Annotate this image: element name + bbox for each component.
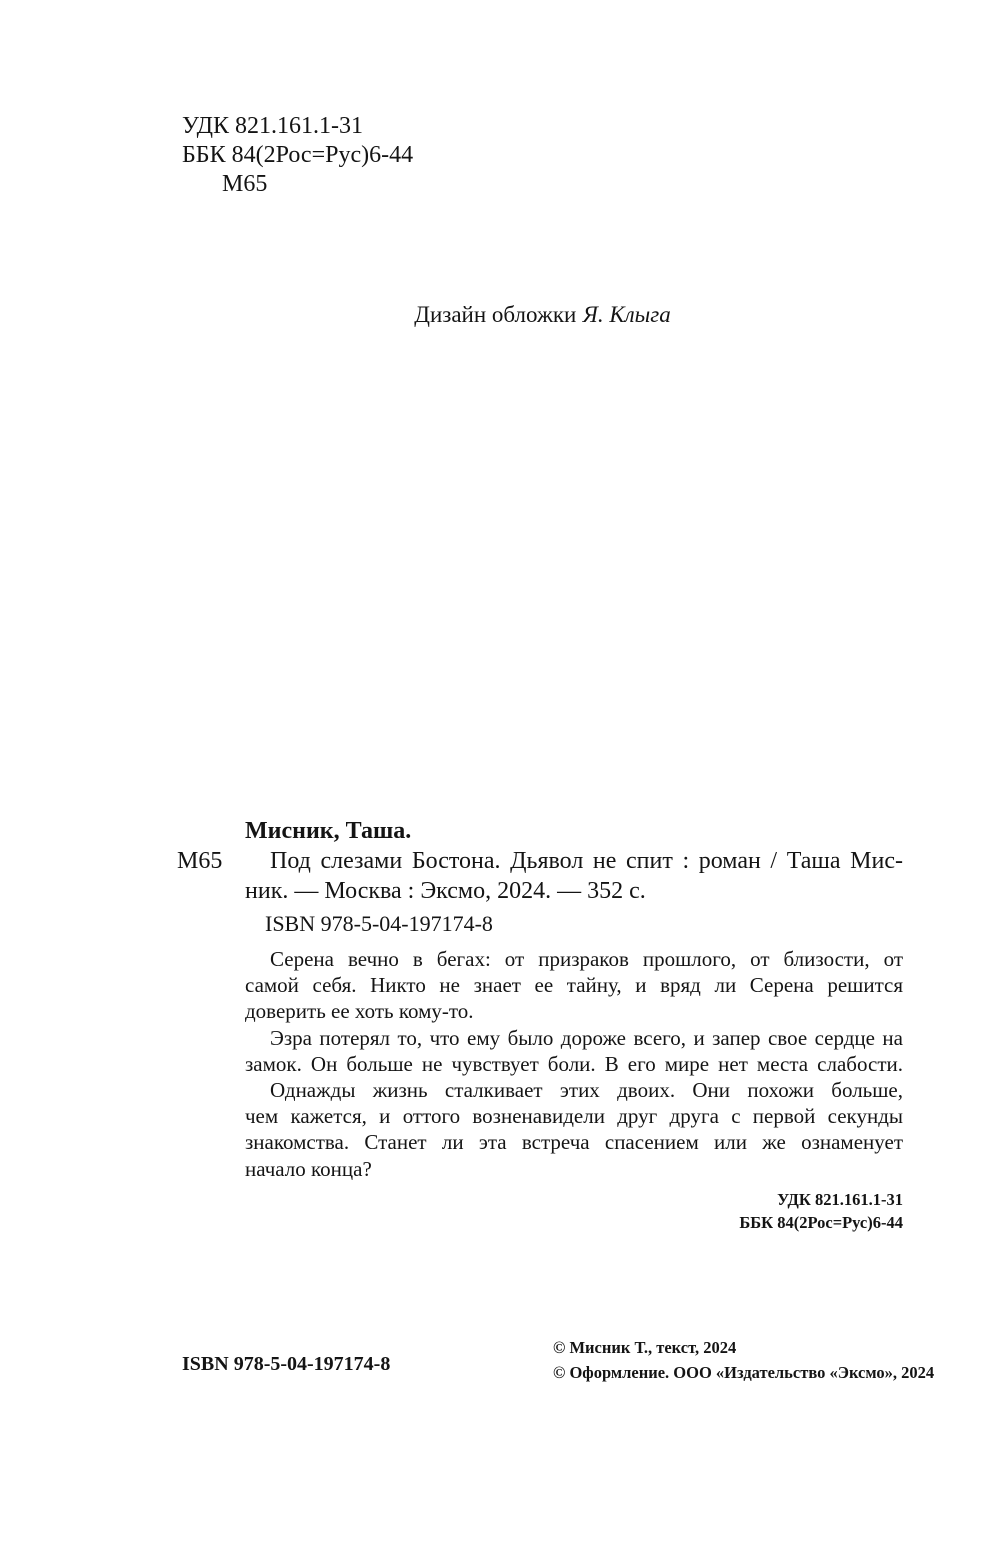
udk-code-card: УДК 821.161.1-31 [777, 1190, 903, 1209]
annotation-line: начало конца? [245, 1156, 372, 1181]
card-author-sign: М65 [177, 848, 223, 874]
annotation-line: самой себя. Никто не знает ее тайну, и вряд ли Серена решится [245, 973, 903, 998]
author-sign: М65 [222, 171, 268, 197]
cover-design-label: Дизайн обложки [414, 302, 577, 327]
card-isbn: ISBN 978-5-04-197174-8 [265, 911, 493, 936]
cover-designer-name: Я. Клыга [582, 302, 671, 327]
annotation-line: Серена вечно в бегах: от призраков прошлого, от близости, от [270, 947, 903, 971]
annotation-line: доверить ее хоть кому-то. [245, 999, 474, 1024]
udk-code: УДК 821.161.1-31 [182, 113, 363, 139]
annotation-line: замок. Он больше не чувствует боли. В его мире нет места слабости. [245, 1051, 903, 1076]
card-author-header: Мисник, Таша. [245, 818, 412, 844]
bibliographic-entry [177, 846, 903, 906]
annotation-line: Однажды жизнь сталкивает этих двоих. Они похожи больше, [270, 1078, 903, 1103]
bbk-code: ББК 84(2Рос=Рус)6-44 [182, 142, 414, 168]
copyright-author-line: © Мисник Т., текст, 2024 [553, 1338, 737, 1357]
copyright-publisher-line: © Оформление. ООО «Издательство «Эксмо», 2024 [553, 1363, 935, 1382]
bib-line: ник. — Москва : Эксмо, 2024. — 352 с. [245, 878, 646, 904]
classification-codes-card [245, 1188, 903, 1234]
annotation [245, 946, 903, 1182]
catalog-card [177, 816, 903, 938]
annotation-line: Эзра потерял то, что ему было дороже всего, и запер свое сердце на [270, 1025, 903, 1050]
cover-design-credit [182, 300, 903, 330]
bib-line: Под слезами Бостона. Дьявол не спит : роман / Таша Мис- [270, 848, 903, 874]
classification-codes-top [182, 112, 413, 199]
bbk-code-card: ББК 84(2Рос=Рус)6-44 [739, 1213, 903, 1232]
annotation-line: знакомства. Станет ли эта встреча спасением или же ознаменует [245, 1130, 903, 1155]
annotation-line: чем кажется, и оттого возненавидели друг друга с первой секунды [245, 1104, 903, 1129]
footer-isbn: ISBN 978-5-04-197174-8 [182, 1353, 391, 1375]
copyright-block [553, 1335, 934, 1385]
